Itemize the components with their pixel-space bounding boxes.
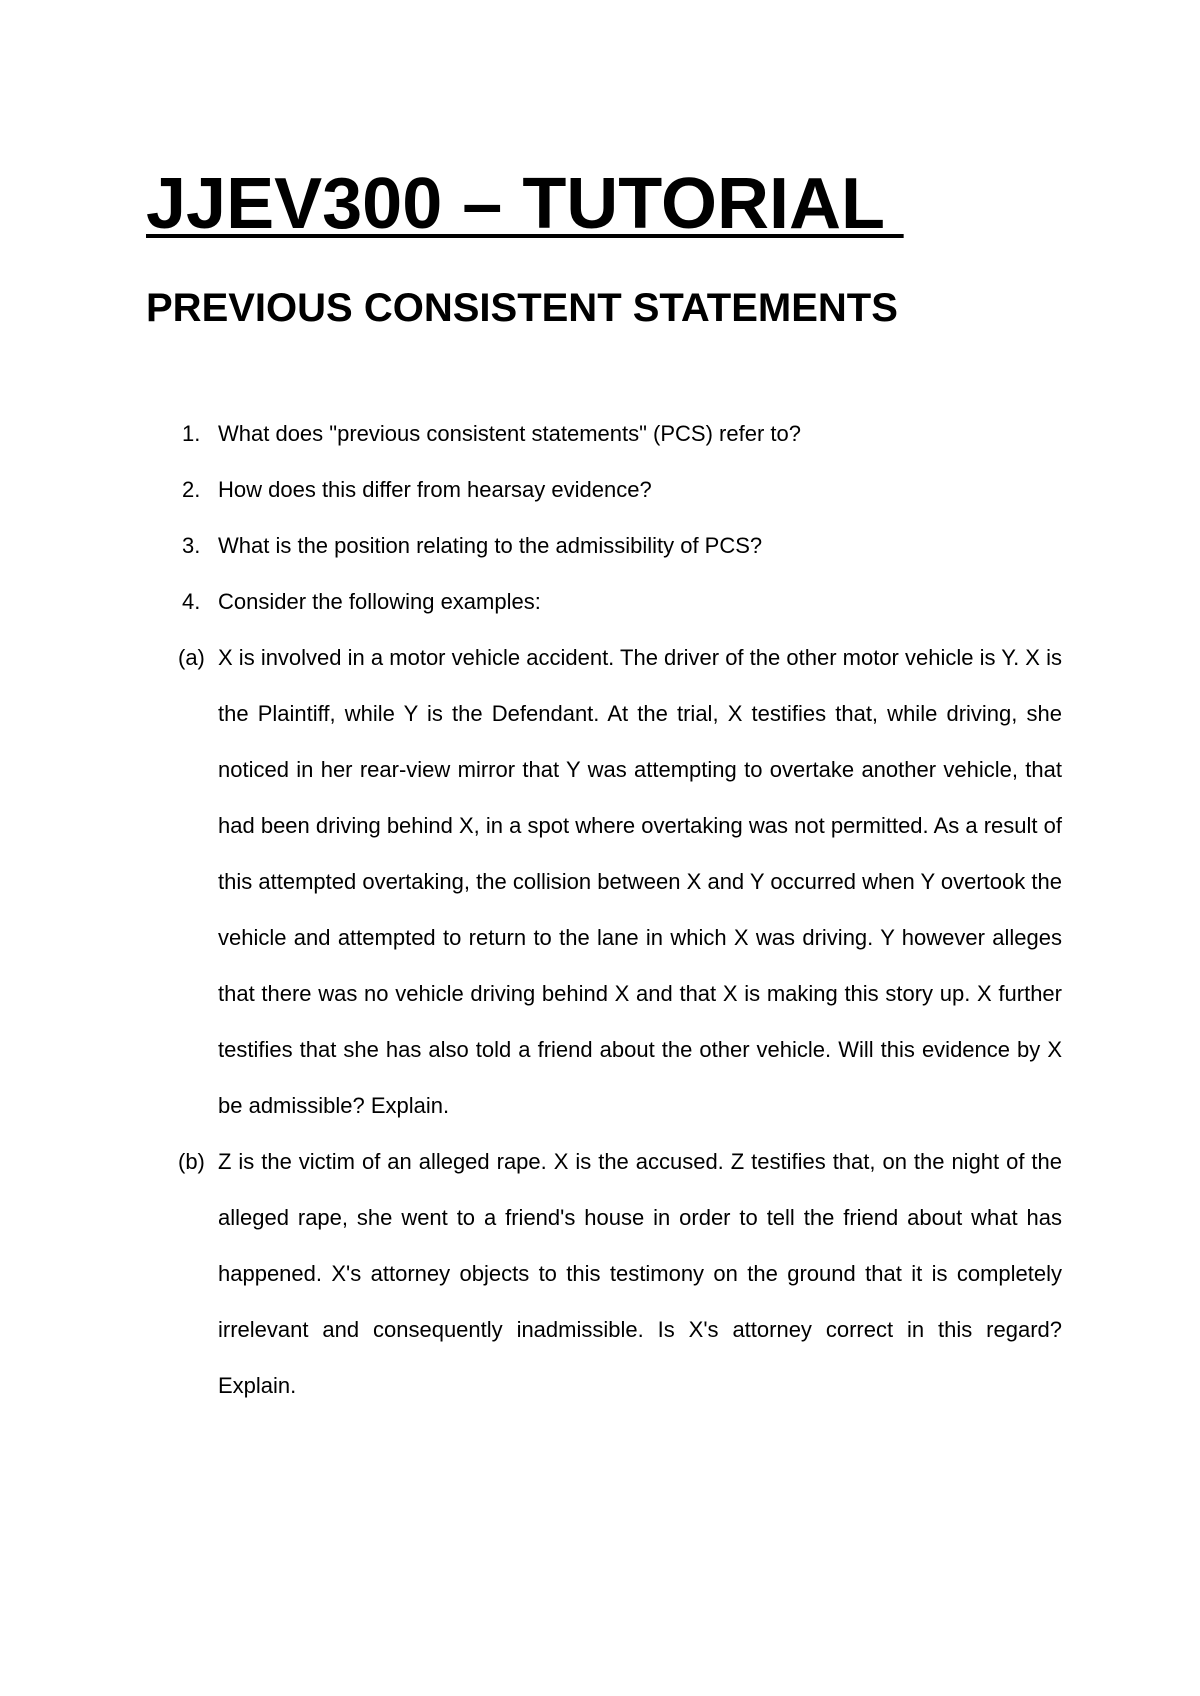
document-title: JJEV300 – TUTORIAL <box>146 164 904 244</box>
question-item-4 <box>146 574 1062 630</box>
example-item-b <box>146 1134 1062 1414</box>
question-text: Consider the following examples: <box>218 589 541 614</box>
question-number: 3. <box>182 533 201 558</box>
question-text: What does "previous consistent statements" (PCS) refer to? <box>218 421 801 446</box>
question-item-3 <box>146 518 1062 574</box>
question-text: How does this differ from hearsay evidence? <box>218 477 652 502</box>
document-subtitle: PREVIOUS CONSISTENT STATEMENTS <box>146 286 898 330</box>
example-marker: (b) <box>178 1149 205 1174</box>
question-item-2 <box>146 462 1062 518</box>
question-number: 1. <box>182 421 201 446</box>
question-list <box>146 406 1062 1414</box>
example-marker: (a) <box>178 645 205 670</box>
example-text: Z is the victim of an alleged rape. X is the accused. Z testifies that, on the night of the alleged rape, she went to a friend's house in order to tell the friend about what has happened. X's attorney objects to this testimony on the ground that it is completely irrelevant and consequently inadmissible. Is X's attorney correct in this regard? Explain. <box>218 1149 1062 1398</box>
example-item-a <box>146 630 1062 1134</box>
question-number: 4. <box>182 589 201 614</box>
question-number: 2. <box>182 477 201 502</box>
question-item-1 <box>146 406 1062 462</box>
example-text: X is involved in a motor vehicle accident. The driver of the other motor vehicle is Y. X is the Plaintiff, while Y is the Defendant. At the trial, X testifies that, while driving, she noticed in her rear-view mirror that Y was attempting to overtake another vehicle, that had been driving behind X, in a spot where overtaking was not permitted. As a result of this attempted overtaking, the collision between X and Y occurred when Y overtook the vehicle and attempted to return to the lane in which X was driving. Y however alleges that there was no vehicle driving behind X and that X is making this story up. X further testifies that she has also told a friend about the other vehicle. Will this evidence by X be admissible? Explain. <box>218 645 1062 1118</box>
question-text: What is the position relating to the admissibility of PCS? <box>218 533 763 558</box>
